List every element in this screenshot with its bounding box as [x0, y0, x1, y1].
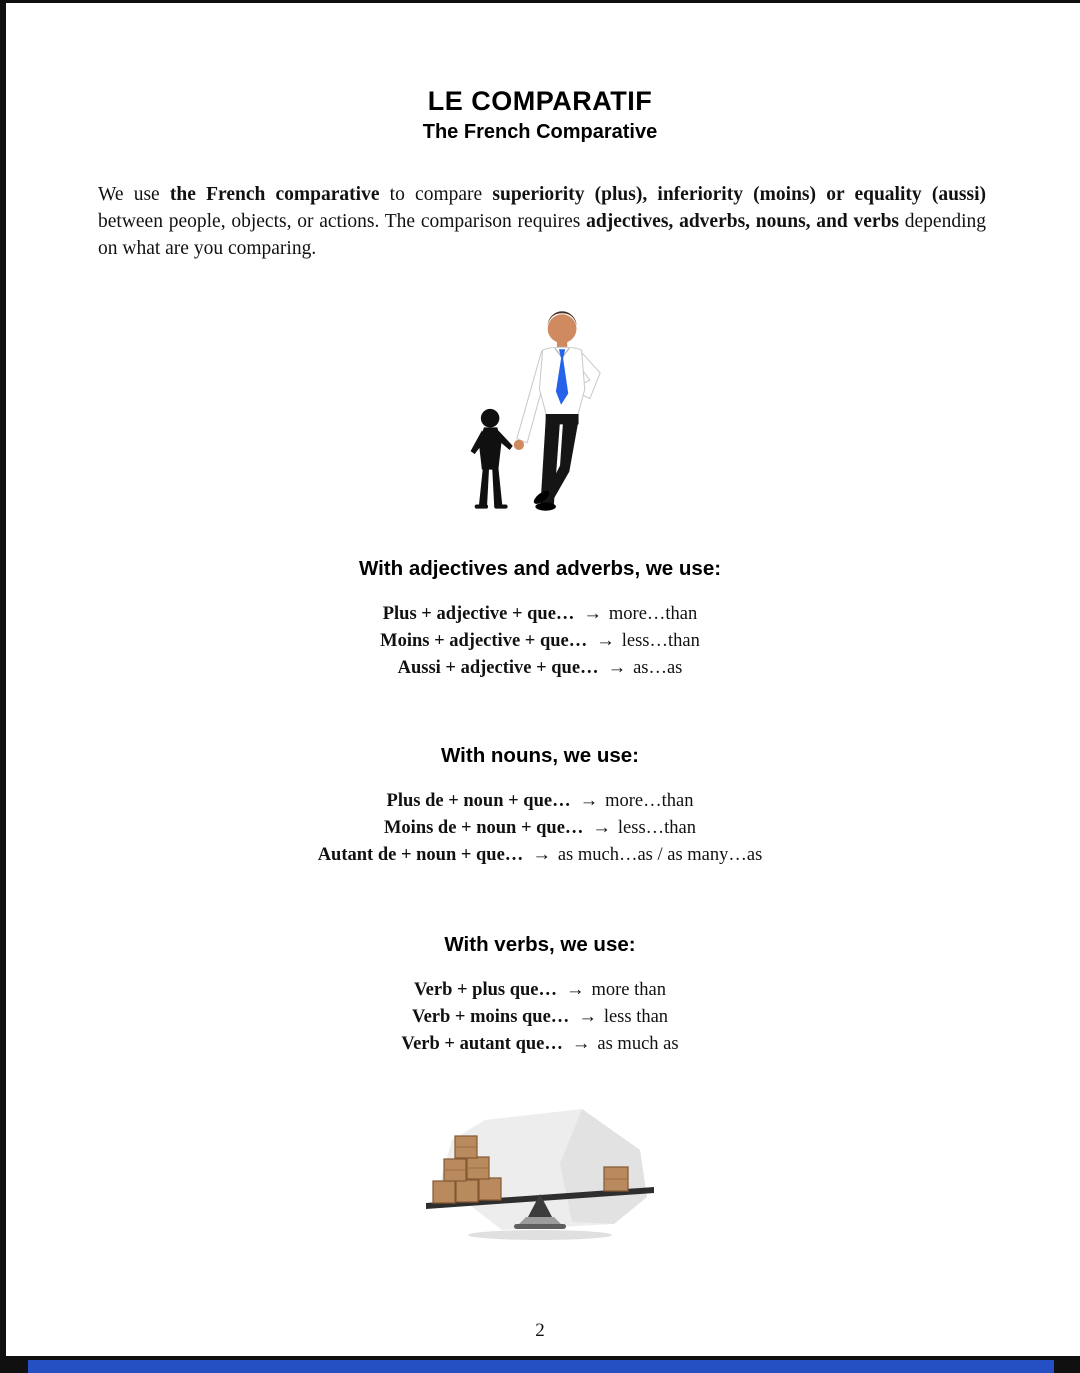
rule-french: Verb + autant que…	[401, 1033, 563, 1054]
page-subtitle: The French Comparative	[422, 121, 658, 143]
rule-line	[6, 842, 1074, 869]
man-and-child-illustration	[6, 303, 1074, 521]
arrow-glyph: →	[571, 1033, 591, 1054]
rule-line	[6, 628, 1074, 655]
rule-line	[6, 1031, 1074, 1058]
rule-french: Moins + adjective + que…	[380, 630, 588, 651]
section-heading: With verbs, we use:	[444, 932, 636, 956]
page-title: LE COMPARATIF	[427, 86, 653, 116]
rule-english: more…than	[605, 790, 694, 811]
rules-list	[6, 601, 1074, 682]
balance-scale-illustration	[6, 1104, 1074, 1244]
frame-top-edge	[0, 0, 1080, 3]
title-block	[6, 86, 1074, 144]
man-and-child-svg	[453, 303, 628, 521]
page-number: 2	[535, 1319, 545, 1341]
arrow-glyph: →	[566, 979, 585, 1000]
rule-english: as much…as / as many…as	[557, 844, 763, 865]
arrow-glyph: →	[532, 844, 551, 865]
section-heading: With adjectives and adverbs, we use:	[358, 556, 722, 580]
section-verbs	[6, 933, 1074, 1058]
intro-paragraph: We use the French comparative to compare superiority (plus), inferiority (moins) or equality (aussi) between people, objects, or actions. The comparison requires adjectives, adverbs, nouns, and verbs depending on what are you comparing.	[98, 184, 987, 259]
rule-line	[6, 815, 1074, 842]
rules-list	[6, 788, 1074, 869]
rule-french: Moins de + noun + que…	[383, 817, 584, 838]
arrow-glyph: →	[583, 603, 602, 624]
rule-french: Plus + adjective + que…	[382, 603, 575, 624]
rule-english: more than	[591, 979, 666, 1000]
rule-english: less…than	[621, 630, 700, 651]
rule-english: as much as	[597, 1033, 679, 1054]
section-heading: With nouns, we use:	[441, 743, 639, 767]
arrow-glyph: →	[578, 1006, 597, 1027]
section-adjectives-adverbs	[6, 557, 1074, 682]
section-nouns	[6, 744, 1074, 869]
arrow-glyph: →	[579, 790, 599, 811]
rule-english: less than	[603, 1006, 669, 1027]
rule-line	[6, 788, 1074, 815]
rules-list	[6, 977, 1074, 1058]
arrow-glyph: →	[592, 817, 611, 838]
rule-line	[6, 655, 1074, 682]
arrow-glyph: →	[607, 657, 627, 678]
rule-french: Verb + plus que…	[414, 979, 557, 1000]
page-content	[0, 86, 1080, 1342]
rule-french: Aussi + adjective + que…	[397, 657, 599, 678]
rule-english: less…than	[617, 817, 697, 838]
arrow-glyph: →	[596, 630, 615, 651]
rule-line	[6, 1004, 1074, 1031]
rule-english: more…than	[608, 603, 698, 624]
rule-line	[6, 977, 1074, 1004]
rule-french: Autant de + noun + que…	[317, 844, 524, 865]
rule-french: Verb + moins que…	[411, 1006, 570, 1027]
balance-scale-svg	[410, 1104, 670, 1244]
rule-line	[6, 601, 1074, 628]
rule-english: as…as	[633, 657, 683, 678]
rule-french: Plus de + noun + que…	[386, 790, 571, 811]
bottom-blue-bar	[28, 1360, 1054, 1373]
